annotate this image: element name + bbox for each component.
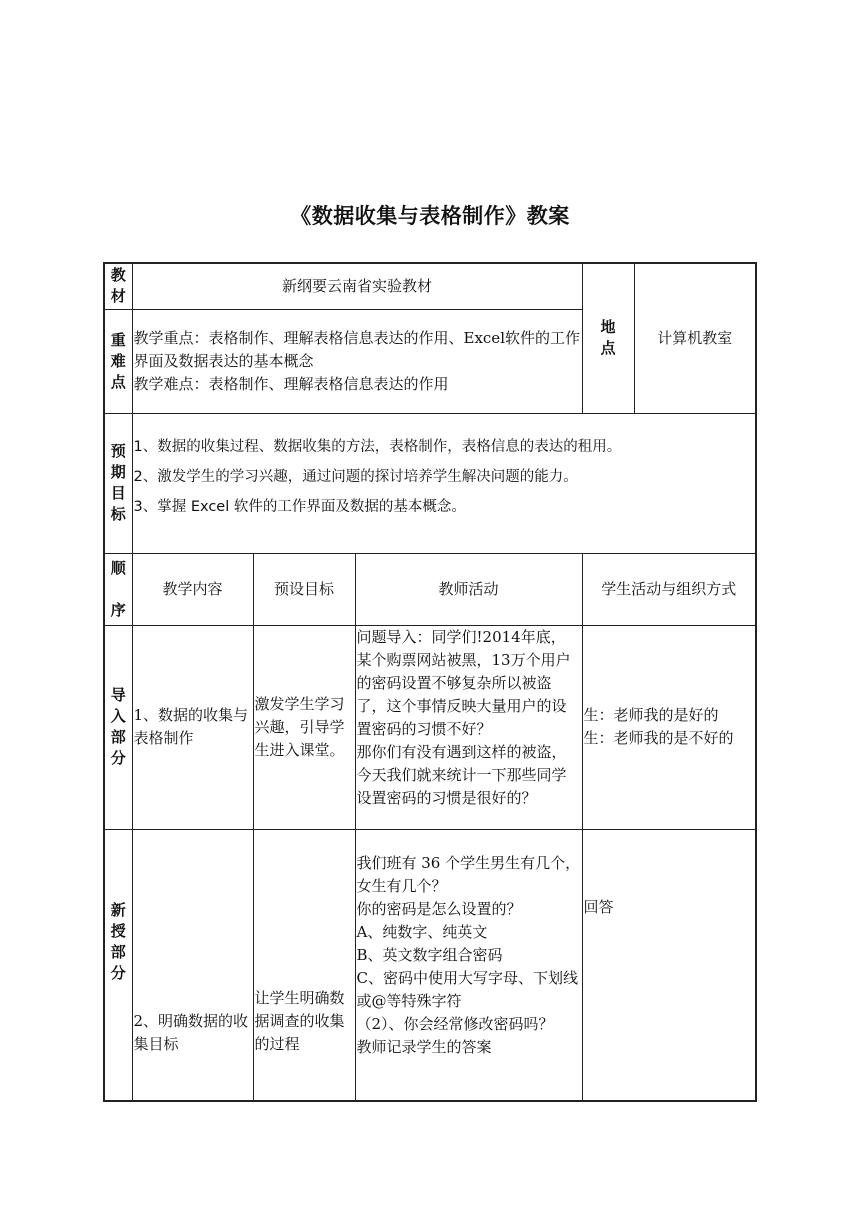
- section-label-new: 新 授 部 分: [104, 829, 132, 1101]
- order-header: 顺 序: [104, 553, 132, 625]
- teacher-header: 教师活动: [355, 553, 582, 625]
- student-activity-cell: [582, 829, 756, 1101]
- teacher-activity-line: B、英文数字组合密码: [356, 945, 503, 964]
- goal-item: 2、激发学生的学习兴趣，通过问题的探讨培养学生解决问题的能力。: [133, 468, 578, 485]
- goals-row: [104, 413, 756, 553]
- key-points-cell: [132, 309, 582, 413]
- section-label-intro: 导 入 部 分: [104, 625, 132, 829]
- student-activity-line: 生：老师我的是好的: [583, 706, 719, 724]
- content-cell: 2、明确数据的收集目标: [132, 829, 253, 1101]
- goals-label: 预 期 目 标: [104, 413, 132, 553]
- teacher-activity-line: 问题导入：同学们!2014年底，某个购票网站被黑，13万个用户的密码设置不够复杂所以被盗了，这个事情反映大量用户的设置密码的习惯不好？: [356, 627, 571, 738]
- key-points-label: 重 难 点: [104, 309, 132, 413]
- teacher-activity-line: C、密码中使用大写字母、下划线或@等特殊字符: [356, 968, 578, 1010]
- teacher-activity-line: 我们班有 36 个学生男生有几个，女生有几个？: [356, 853, 581, 895]
- objective-cell: 激发学生学习兴趣，引导学生进入课堂。: [253, 625, 355, 829]
- textbook-label: 教 材: [104, 263, 132, 309]
- table-row: [104, 625, 756, 829]
- student-activity-cell: [582, 625, 756, 829]
- key-point-primary: 教学重点：表格制作、理解表格信息表达的作用、Excel软件的工作界面及数据表达的基本概念: [133, 328, 580, 370]
- lesson-plan-table: [103, 262, 757, 1102]
- goals-cell: [132, 413, 756, 553]
- goal-item: 3、掌握 Excel 软件的工作界面及数据的基本概念。: [133, 498, 466, 515]
- table-row: [104, 829, 756, 1101]
- student-activity-line: 回答: [583, 897, 614, 916]
- location-value: 计算机教室: [634, 263, 756, 413]
- student-activity-line: 生：老师我的是不好的: [583, 729, 734, 747]
- objective-cell: 让学生明确数据调查的收集的过程: [253, 829, 355, 1101]
- page-title: 《数据收集与表格制作》教案: [290, 204, 570, 228]
- content-header: 教学内容: [132, 553, 253, 625]
- teacher-activity-line: 你的密码是怎么设置的？: [356, 899, 522, 918]
- textbook-row: [104, 263, 756, 309]
- teacher-activity-line: 那你们有没有遇到这样的被盗，今天我们就来统计一下那些同学设置密码的习惯是很好的？: [356, 742, 567, 807]
- objective-header: 预设目标: [253, 553, 355, 625]
- teacher-activity-line: A、纯数字、纯英文: [356, 922, 488, 941]
- student-header: 学生活动与组织方式: [582, 553, 756, 625]
- textbook-value: 新纲要云南省实验教材: [132, 263, 582, 309]
- column-header-row: [104, 553, 756, 625]
- teacher-activity-line: 教师记录学生的答案: [356, 1037, 492, 1056]
- key-point-difficult: 教学难点：表格制作、理解表格信息表达的作用: [133, 374, 449, 393]
- teacher-activity-line: （2）、你会经常修改密码吗？: [356, 1014, 554, 1033]
- content-cell: 1、数据的收集与表格制作: [132, 625, 253, 829]
- teacher-activity-cell: [355, 625, 582, 829]
- teacher-activity-cell: [355, 829, 582, 1101]
- goal-item: 1、数据的收集过程、数据收集的方法，表格制作，表格信息的表达的租用。: [133, 438, 622, 455]
- location-label: 地 点: [582, 263, 634, 413]
